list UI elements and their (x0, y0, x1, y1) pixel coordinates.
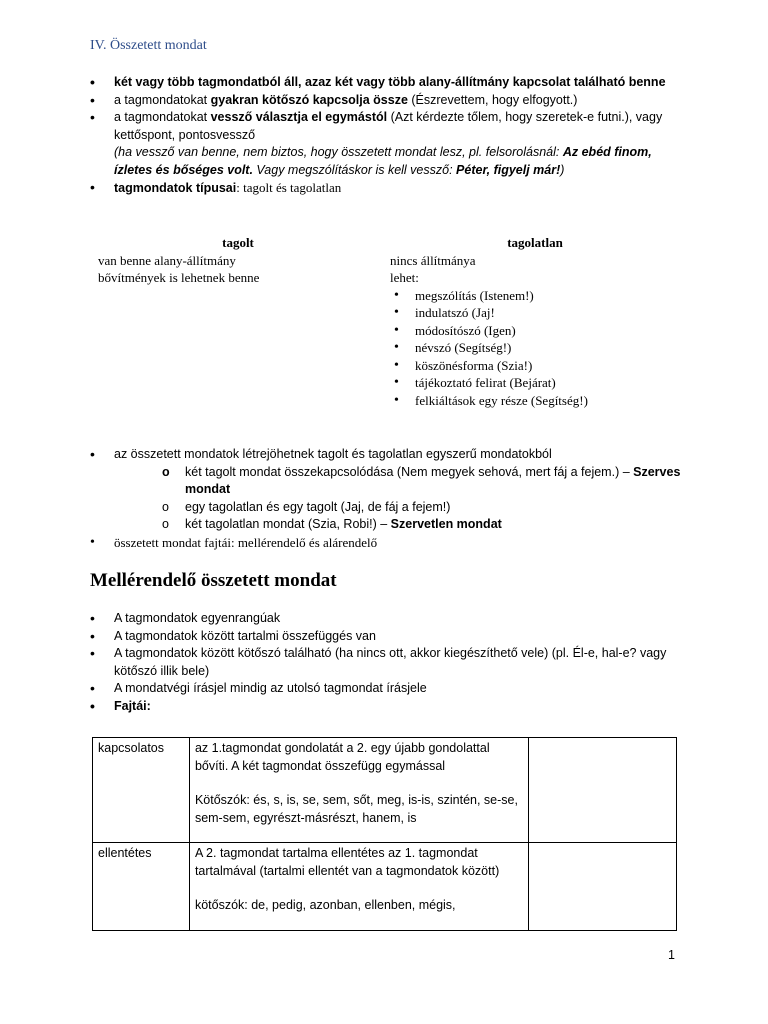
coordinate-heading: Mellérendelő összetett mondat (90, 570, 337, 591)
kind-name-cell: kapcsolatos (93, 738, 190, 843)
sub-text: két tagolatlan mondat (Szia, Robi!) – (185, 517, 391, 531)
intro-list (90, 74, 685, 198)
bullet-example: (Azt kérdezte tőlem, hogy szeretek-e futni.), vagy kettőspont, pontosvessző (114, 110, 663, 142)
list-item: • A tagmondatok között tartalmi összefüggés van (90, 628, 690, 646)
sub-text: két tagolt mondat összekapcsolódása (Nem megyek sehová, mert fáj a fejem.) – (185, 464, 634, 479)
bullet-example: (Észrevettem, hogy elfogyott.) (407, 92, 578, 107)
empty-cell (529, 843, 677, 931)
list-item: • köszönésforma (Szia!) (390, 357, 680, 375)
kind-conjunctions: kötőszók: de, pedig, azonban, ellenben, mégis, (194, 898, 456, 912)
sublist-item (162, 464, 690, 499)
note-part: (ha vessző van benne, nem biztos, hogy összetett mondat lesz, pl. felsorolásnál: (114, 145, 563, 159)
column-line: lehet: (390, 270, 419, 285)
tagolt-column (98, 234, 378, 287)
bullet-bold-text: tagmondatok típusai (114, 181, 237, 195)
column-heading: tagolt (222, 235, 254, 250)
note-bold-part: Az ebéd finom, ízletes és bőséges volt. (114, 145, 652, 177)
bullet-text: két vagy több tagmondatból áll, azaz két vagy több alany-állítmány kapcsolat található benne (114, 75, 666, 89)
column-line: bővítmények is lehetnek benne (98, 270, 260, 285)
column-line: nincs állítmánya (390, 252, 476, 268)
sub-bold-text: Szervetlen mondat (390, 517, 502, 531)
list-item (90, 92, 685, 110)
bullet-text: összetett mondat fajtái: mellérendelő és alárendelő (114, 534, 378, 550)
list-item (90, 446, 690, 534)
bullet-bold-text: gyakran kötőszó kapcsolja össze (210, 92, 408, 107)
list-item: • indulatszó (Jaj! (390, 304, 680, 322)
note-bold-part: Péter, figyelj már! (456, 162, 561, 177)
bullet-text: a tagmondatokat (114, 92, 211, 107)
table-row (93, 738, 677, 843)
coordinate-kinds-table (92, 737, 677, 931)
column-heading: tagolatlan (507, 235, 563, 250)
bullet-text: : tagolt és tagolatlan (236, 180, 342, 195)
list-item (90, 534, 690, 552)
formation-sublist (114, 464, 690, 534)
list-item: • módosítószó (Igen) (390, 322, 680, 340)
bullet-text: az összetett mondatok létrejöhetnek tagolt és tagolatlan egyszerű mondatokból (114, 447, 552, 461)
list-item (90, 74, 685, 92)
sublist-item (162, 499, 690, 517)
note-text (114, 145, 652, 177)
note-part: Vagy megszólításkor is kell vessző: (252, 162, 457, 177)
bullet-bold-text: vessző választja el egymástól (210, 110, 388, 124)
list-item: • A mondatvégi írásjel mindig az utolsó tagmondat írásjele (90, 680, 690, 698)
note-part: ) (560, 162, 565, 177)
list-item: • felkiáltások egy része (Segítség!) (390, 392, 680, 410)
kind-description: az 1.tagmondat gondolatát a 2. egy újabb gondolattal bővíti. A két tagmondat összefügg egymással (194, 741, 490, 773)
section-title: IV. Összetett mondat (90, 38, 207, 53)
list-item: • tájékoztató felirat (Bejárat) (390, 374, 680, 392)
sublist-item (162, 516, 690, 534)
list-item: • A tagmondatok egyenrangúak (90, 610, 690, 628)
column-line: van benne alany-állítmány (98, 252, 236, 268)
kind-desc-cell (189, 738, 528, 843)
empty-cell (529, 738, 677, 843)
list-item: • névszó (Segítség!) (390, 339, 680, 357)
kind-desc-cell (189, 843, 528, 931)
kind-name-cell: ellentétes (93, 843, 190, 931)
bullet-text: a tagmondatokat (114, 110, 211, 124)
sub-text: egy tagolatlan és egy tagolt (Jaj, de fáj a fejem!) (185, 499, 451, 514)
coordinate-list (90, 610, 690, 715)
kind-conjunctions: Kötőszók: és, s, is, se, sem, sőt, meg, is-is, szintén, se-se, sem-sem, egyrészt-másrészt, hanem, is (194, 793, 518, 825)
list-item (90, 179, 685, 198)
page-number: 1 (668, 948, 675, 962)
tagolatlan-column (390, 234, 680, 409)
formation-list (90, 446, 690, 551)
list-item: • Fajtái: (90, 698, 690, 716)
table-row (93, 843, 677, 931)
tagolatlan-list (390, 287, 680, 410)
sub-bold-text: Szerves mondat (185, 464, 681, 496)
list-item: • megszólítás (Istenem!) (390, 287, 680, 305)
list-item (90, 109, 685, 179)
kind-description: A 2. tagmondat tartalma ellentétes az 1. tagmondat tartalmával (tartalmi ellentét van a tagmondatok között) (194, 846, 500, 878)
list-item: • A tagmondatok között kötőszó található (ha nincs ott, akkor kiegészíthető vele) (pl. Él-e, hal-e? vagy kötőszó illik bele) (90, 645, 690, 680)
